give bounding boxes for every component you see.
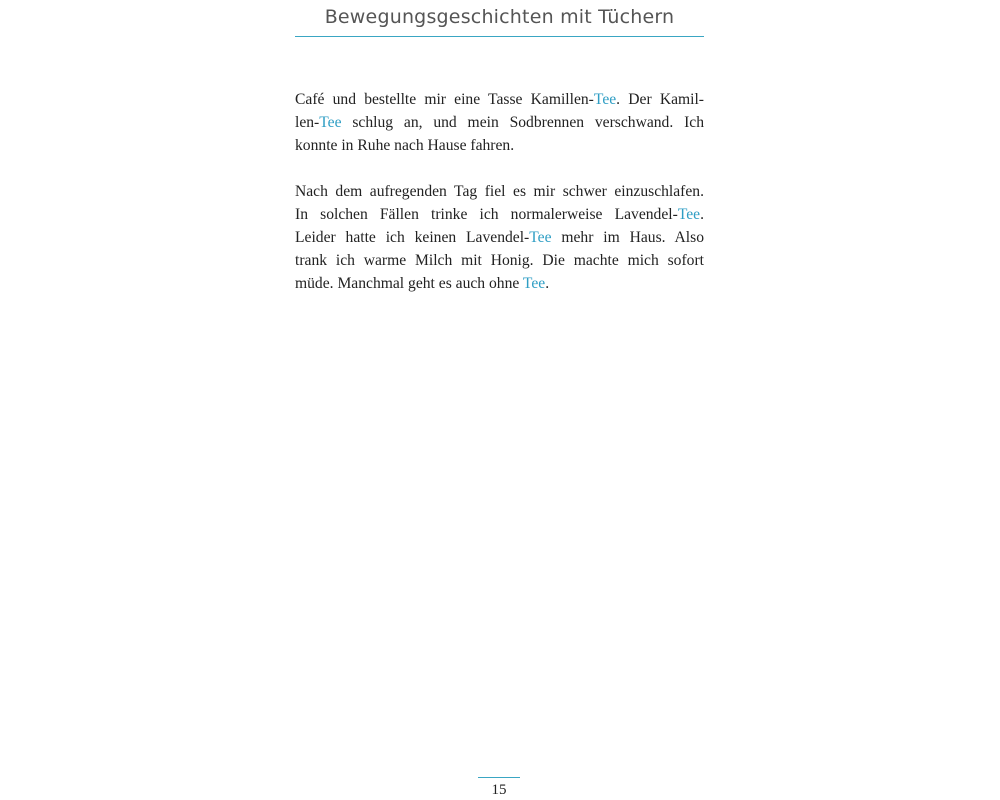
highlighted-word: Tee xyxy=(319,114,342,131)
text-line xyxy=(295,249,704,272)
text-line xyxy=(295,134,704,157)
running-header xyxy=(295,0,704,37)
text-segment: Nach dem aufregenden Tag fiel es mir schwer einzuschlafen. xyxy=(295,183,704,200)
text-segment: trank ich warme Milch mit Honig. Die machte mich sofort xyxy=(295,252,704,269)
text-line xyxy=(295,88,704,111)
text-segment: schlug an, und mein Sodbrennen verschwand. Ich xyxy=(341,114,704,131)
text-line xyxy=(295,203,704,226)
header-title: Bewegungsgeschichten mit Tüchern xyxy=(324,6,675,28)
highlighted-word: Tee xyxy=(677,206,701,223)
highlighted-word: Tee xyxy=(529,229,552,246)
text-segment: In solchen Fällen trinke ich normalerweise Lavendel- xyxy=(295,206,678,223)
page-number: 15 xyxy=(491,782,507,798)
text-segment: len- xyxy=(295,114,320,131)
highlighted-word: Tee xyxy=(593,91,617,108)
text-segment: . Der Kamil- xyxy=(616,91,704,108)
text-segment: mehr im Haus. Also xyxy=(551,229,704,246)
body-text xyxy=(295,88,704,318)
text-line xyxy=(295,226,704,249)
text-segment: konnte in Ruhe nach Hause fahren. xyxy=(295,137,515,154)
text-line xyxy=(295,111,704,134)
text-line xyxy=(295,180,704,203)
text-segment: . xyxy=(545,275,550,292)
paragraph-2 xyxy=(295,180,704,295)
text-line xyxy=(295,272,704,295)
footer-rule xyxy=(478,777,520,778)
text-segment: Leider hatte ich keinen Lavendel- xyxy=(295,229,530,246)
text-segment: . xyxy=(700,206,704,223)
highlighted-word: Tee xyxy=(522,275,546,292)
paragraph-1 xyxy=(295,88,704,157)
text-segment: müde. Manchmal geht es auch ohne xyxy=(295,275,523,292)
text-segment: Café und bestellte mir eine Tasse Kamillen- xyxy=(295,91,594,108)
